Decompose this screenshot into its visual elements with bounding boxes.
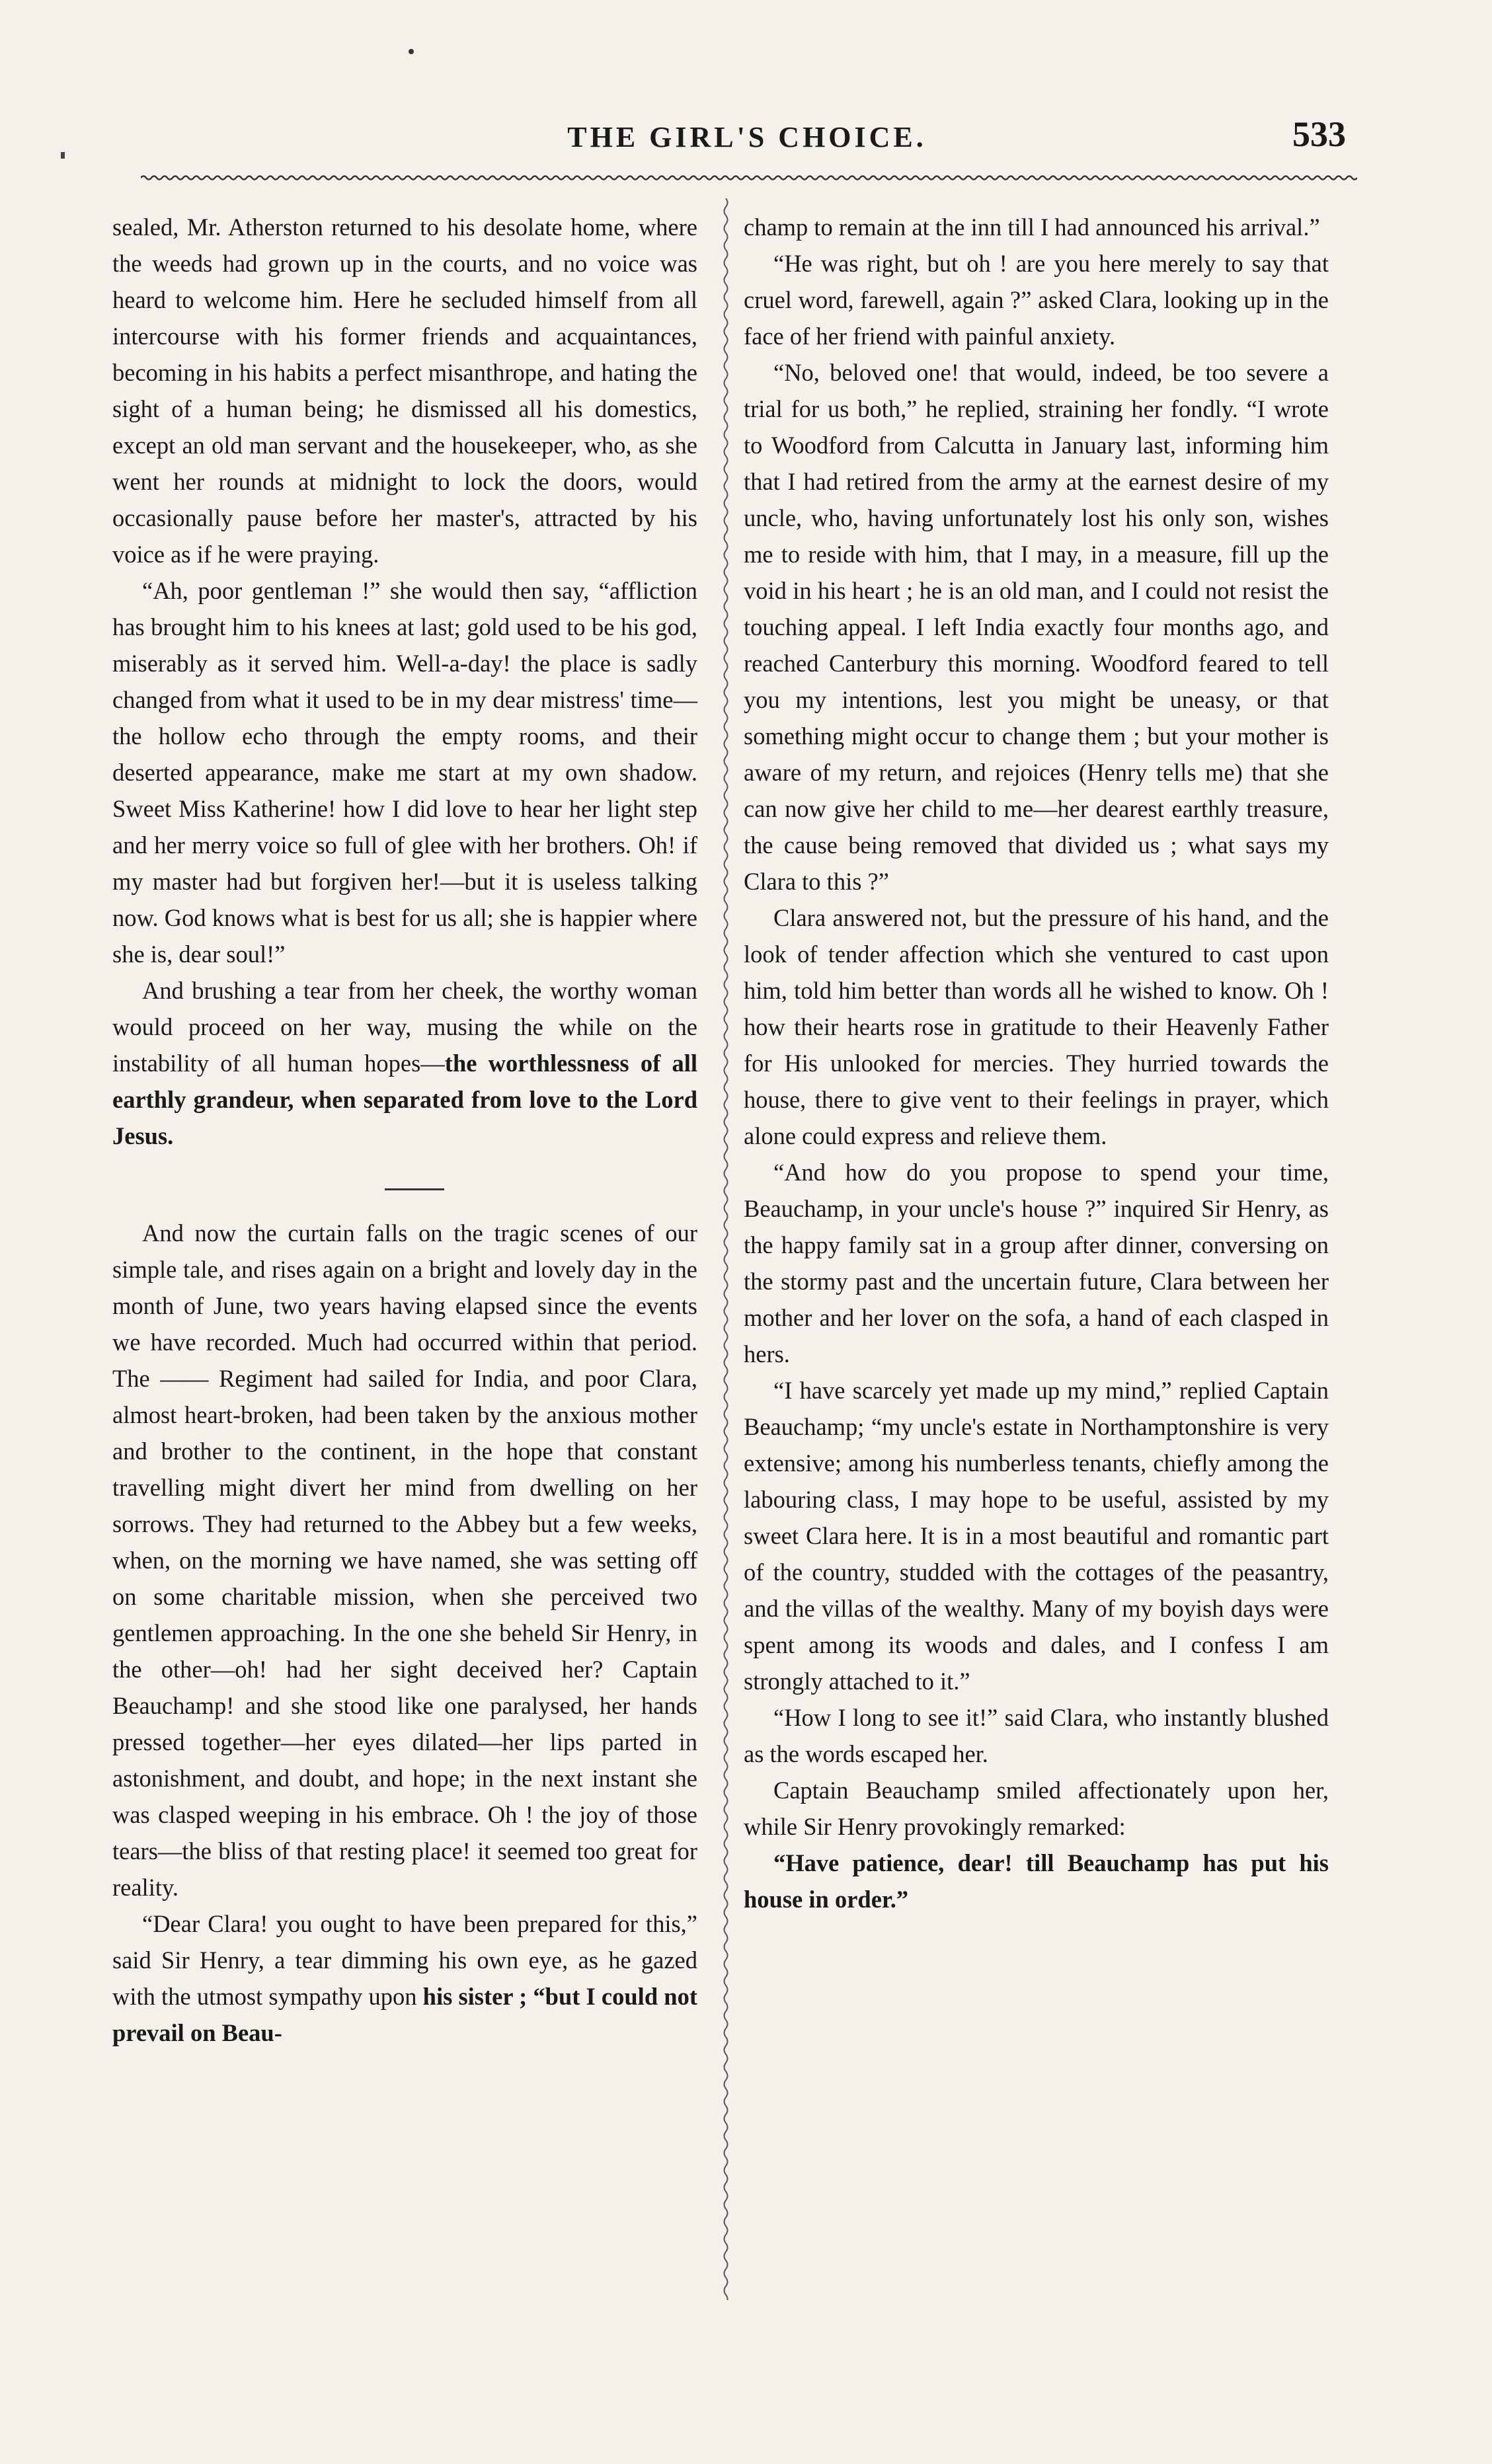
paragraph-bold-text: his sister ; “but I could not prevail on Beau- xyxy=(112,1983,697,2046)
right-column xyxy=(744,209,1329,1917)
paragraph: “No, beloved one! that would, indeed, be too severe a trial for us both,” he replied, straining her fondly. “I wrote to Woodford from Calcutta in January last, informing him that I had retired from the army at the earnest desire of my uncle, who, having unfortunately lost his only son, wishes me to reside with him, that I may, in a measure, fill up the void in his heart ; he is an old man, and I could not resist the touching appeal. I left India exactly four months ago, and reached Canterbury this morning. Woodford feared to tell you my intentions, lest you might be uneasy, or that something might occur to change them ; but your mother is aware of my return, and rejoices (Henry tells me) that she can now give her child to me—her dearest earthly treasure, the cause being removed that divided us ; what says my Clara to this ?” xyxy=(744,359,1329,895)
paragraph xyxy=(112,972,697,1154)
section-break xyxy=(112,1154,697,1215)
paragraph-text: “Dear Clara! you ought to have been prepared for this,” said Sir Henry, a tear dimming his own eye, as he gazed with the utmost sympathy upon xyxy=(112,1910,697,2010)
paragraph: Clara answered not, but the pressure of his hand, and the look of tender affection which she ventured to cast upon him, told him better than words all he wished to know. Oh ! how their hearts rose in gratitude to their Heavenly Father for His unlooked for mercies. They hurried towards the house, there to give vent to their feelings in prayer, which alone could express and relieve them. xyxy=(744,904,1329,1149)
left-column xyxy=(112,209,697,2051)
paragraph: Captain Beauchamp smiled affectionately upon her, while Sir Henry provokingly remarked: xyxy=(744,1777,1329,1840)
running-head-title: THE GIRL'S CHOICE. xyxy=(567,121,927,153)
page-number: 533 xyxy=(1292,114,1346,154)
column-separator-rule xyxy=(721,198,731,2300)
wavy-header-rule xyxy=(141,173,1357,182)
paragraph: “How I long to see it!” said Clara, who instantly blushed as the words escaped her. xyxy=(744,1704,1329,1767)
paragraph: “Ah, poor gentleman !” she would then say, “affliction has brought him to his knees at last; gold used to be his god, miserably as it served him. Well-a-day! the place is sadly changed from what it used to be in my dear mistress' time—the hollow echo through the empty rooms, and their deserted appearance, make me start at my own shadow. Sweet Miss Katherine! how I did love to hear her light step and her merry voice so full of glee with her brothers. Oh! if my master had but forgiven her!—but it is useless talking now. God knows what is best for us all; she is happier where she is, dear soul!” xyxy=(112,577,697,968)
paragraph xyxy=(112,1906,697,2051)
paragraph-text: And brushing a tear from her cheek, the worthy woman would proceed on her way, musing the while on the instability of all human hopes— xyxy=(112,977,697,1077)
paragraph: “And how do you propose to spend your time, Beauchamp, in your uncle's house ?” inquired Sir Henry, as the happy family sat in a group after dinner, conversing on the stormy past and the uncertain future, Clara between her mother and her lover on the sofa, a hand of each clasped in hers. xyxy=(744,1159,1329,1367)
paragraph: “He was right, but oh ! are you here merely to say that cruel word, farewell, again ?” asked Clara, looking up in the face of her friend with painful anxiety. xyxy=(744,250,1329,350)
ink-speck xyxy=(409,49,414,54)
paragraph: sealed, Mr. Atherston returned to his desolate home, where the weeds had grown up in the courts, and no voice was heard to welcome him. Here he secluded himself from all intercourse with his former friends and acquaintances, becoming in his habits a perfect misanthrope, and hating the sight of a human being; he dismissed all his domestics, except an old man servant and the housekeeper, who, as she went her rounds at midnight to lock the doors, would occasionally pause before her master's, attracted by his voice as if he were praying. xyxy=(112,213,697,568)
paragraph: champ to remain at the inn till I had announced his arrival.” xyxy=(744,213,1320,241)
ink-speck xyxy=(61,152,65,159)
section-divider-rule xyxy=(385,1188,444,1190)
paragraph-bold-text: the worthlessness of all earthly grandeur, when separated from love to the Lord Jesus. xyxy=(112,1050,697,1149)
paragraph: “I have scarcely yet made up my mind,” replied Captain Beauchamp; “my uncle's estate in Northamptonshire is very extensive; among his numberless tenants, chiefly among the labouring class, I may hope to be useful, assisted by my sweet Clara here. It is in a most beautiful and romantic part of the country, studded with the cottages of the peasantry, and the villas of the wealthy. Many of my boyish days were spent among its woods and dales, and I confess I am strongly attached to it.” xyxy=(744,1377,1329,1695)
paragraph: “Have patience, dear! till Beauchamp has put his house in order.” xyxy=(744,1849,1329,1913)
paragraph: And now the curtain falls on the tragic scenes of our simple tale, and rises again on a bright and lovely day in the month of June, two years having elapsed since the events we have recorded. Much had occurred within that period. The —— Regiment had sailed for India, and poor Clara, almost heart-broken, had been taken by the anxious mother and brother to the continent, in the hope that constant travelling might divert her mind from dwelling on her sorrows. They had returned to the Abbey but a few weeks, when, on the morning we have named, she was setting off on some charitable mission, when she perceived two gentlemen approaching. In the one she beheld Sir Henry, in the other—oh! had her sight deceived her? Captain Beauchamp! and she stood like one paralysed, her hands pressed together—her eyes dilated—her lips parted in astonishment, and doubt, and hope; in the next instant she was clasped weeping in his embrace. Oh ! the joy of those tears—the bliss of that resting place! it seemed too great for reality. xyxy=(112,1219,697,1901)
